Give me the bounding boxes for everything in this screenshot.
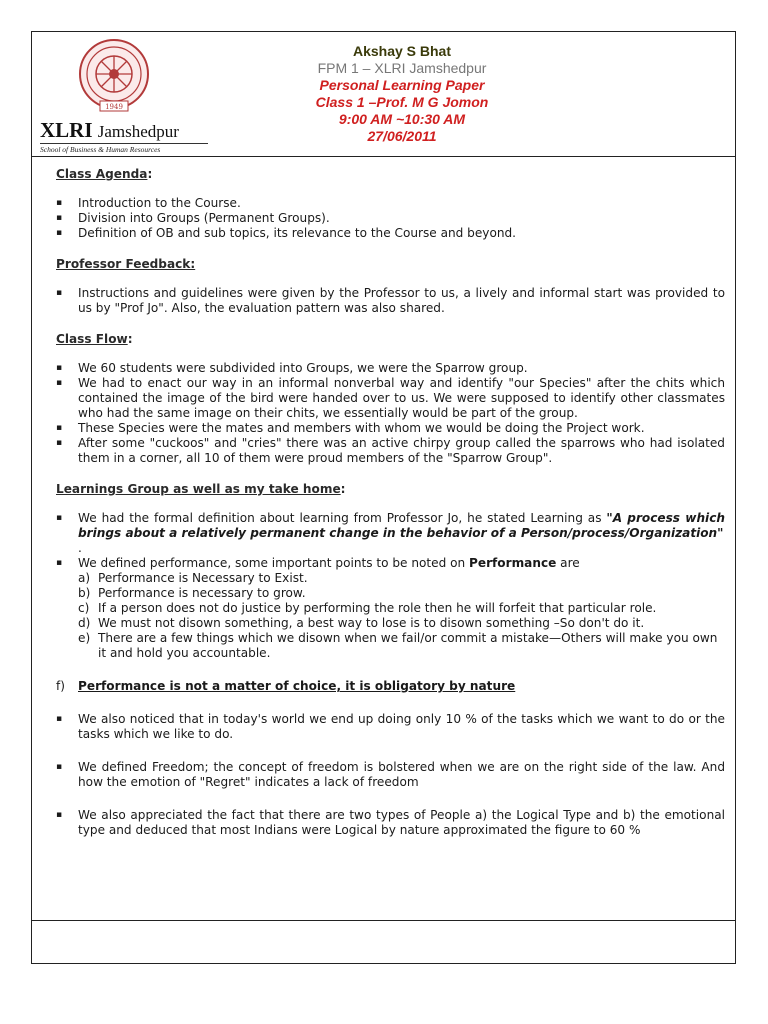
class-line: Class 1 –Prof. M G Jomon	[315, 94, 489, 110]
xlri-logo	[40, 38, 212, 152]
learnings-list	[56, 511, 725, 571]
learnings-heading: Learnings Group as well as my take home:	[56, 482, 346, 496]
feedback-heading: Professor Feedback:	[56, 257, 196, 271]
list-item: ▪ Division into Groups (Permanent Groups).	[56, 211, 725, 226]
document-header	[232, 43, 572, 145]
document-page	[31, 31, 736, 964]
list-item: ▪ Introduction to the Course.	[56, 196, 725, 211]
list-item: ▪ After some "cuckoos" and "cries" there was an active chirpy group called the sparrows who had isolated them in a corner, all 10 of them were proud members of the "Sparrow Group".	[56, 436, 725, 466]
list-item: ▪ These Species were the mates and members with whom we would be doing the Project work.	[56, 421, 725, 436]
xlri-seal-icon	[76, 38, 152, 114]
author-name: Akshay S Bhat	[352, 43, 452, 59]
feedback-list	[56, 286, 725, 316]
class-time: 9:00 AM ~10:30 AM	[338, 111, 466, 127]
flow-heading: Class Flow:	[56, 332, 133, 346]
list-item: ▪ We also noticed that in today's world we end up doing only 10 % of the tasks which we want to do or the tasks which we like to do.	[56, 712, 725, 742]
document-body	[56, 161, 725, 838]
list-item: ▪ We defined Freedom; the concept of freedom is bolstered when we are on the right side of the law. And how the emotion of "Regret" indicates a lack of freedom	[56, 760, 725, 790]
key-takeaway: f) Performance is not a matter of choice, it is obligatory by nature	[56, 679, 516, 693]
brand-rule	[40, 143, 208, 144]
svg-text:1949: 1949	[105, 103, 123, 111]
flow-list	[56, 361, 725, 466]
list-item: a) Performance is Necessary to Exist.	[78, 571, 308, 585]
list-item: ▪ We defined performance, some important points to be noted on Performance are	[56, 556, 725, 571]
more-learnings-list	[56, 712, 725, 838]
class-date: 27/06/2011	[367, 128, 437, 144]
footer-divider	[32, 920, 735, 921]
tagline: School of Business & Human Resources	[40, 145, 161, 154]
brand-name: XLRI Jamshedpur	[40, 118, 179, 142]
agenda-list	[56, 196, 725, 241]
program-line: FPM 1 – XLRI Jamshedpur	[317, 60, 487, 76]
list-item: d) We must not disown something, a best way to lose is to disown something –So don't do it.	[78, 616, 645, 630]
list-item: c) If a person does not do justice by performing the role then he will forfeit that particular role.	[78, 601, 657, 615]
list-item: e) There are a few things which we disown when we fail/or commit a mistake—Others will make you own it and hold you accountable.	[78, 631, 718, 660]
list-item: ▪ Instructions and guidelines were given by the Professor to us, a lively and informal start was provided to us by "Prof Jo". Also, the evaluation pattern was also shared.	[56, 286, 725, 316]
list-item: ▪ We 60 students were subdivided into Groups, we were the Sparrow group.	[56, 361, 725, 376]
list-item: ▪ Definition of OB and sub topics, its relevance to the Course and beyond.	[56, 226, 725, 241]
list-item: b) Performance is necessary to grow.	[78, 586, 306, 600]
list-item: ▪ We had the formal definition about learning from Professor Jo, he stated Learning as "A process which brings about a relatively permanent change in the behavior of a Person/process/Organization" .	[56, 511, 725, 556]
performance-points	[56, 571, 725, 661]
list-item: ▪ We had to enact our way in an informal nonverbal way and identify "our Species" after the chits which contained the image of the bird were handed over to us. We were supposed to identify other classmates who had the same image on their chits, we essentially would be part of the group.	[56, 376, 725, 421]
list-item: ▪ We also appreciated the fact that there are two types of People a) the Logical Type and b) the emotional type and deduced that most Indians were Logical by nature approximated the figure to 60 %	[56, 808, 725, 838]
header-divider	[32, 156, 735, 157]
agenda-heading: Class Agenda:	[56, 167, 153, 181]
paper-title: Personal Learning Paper	[319, 77, 485, 93]
